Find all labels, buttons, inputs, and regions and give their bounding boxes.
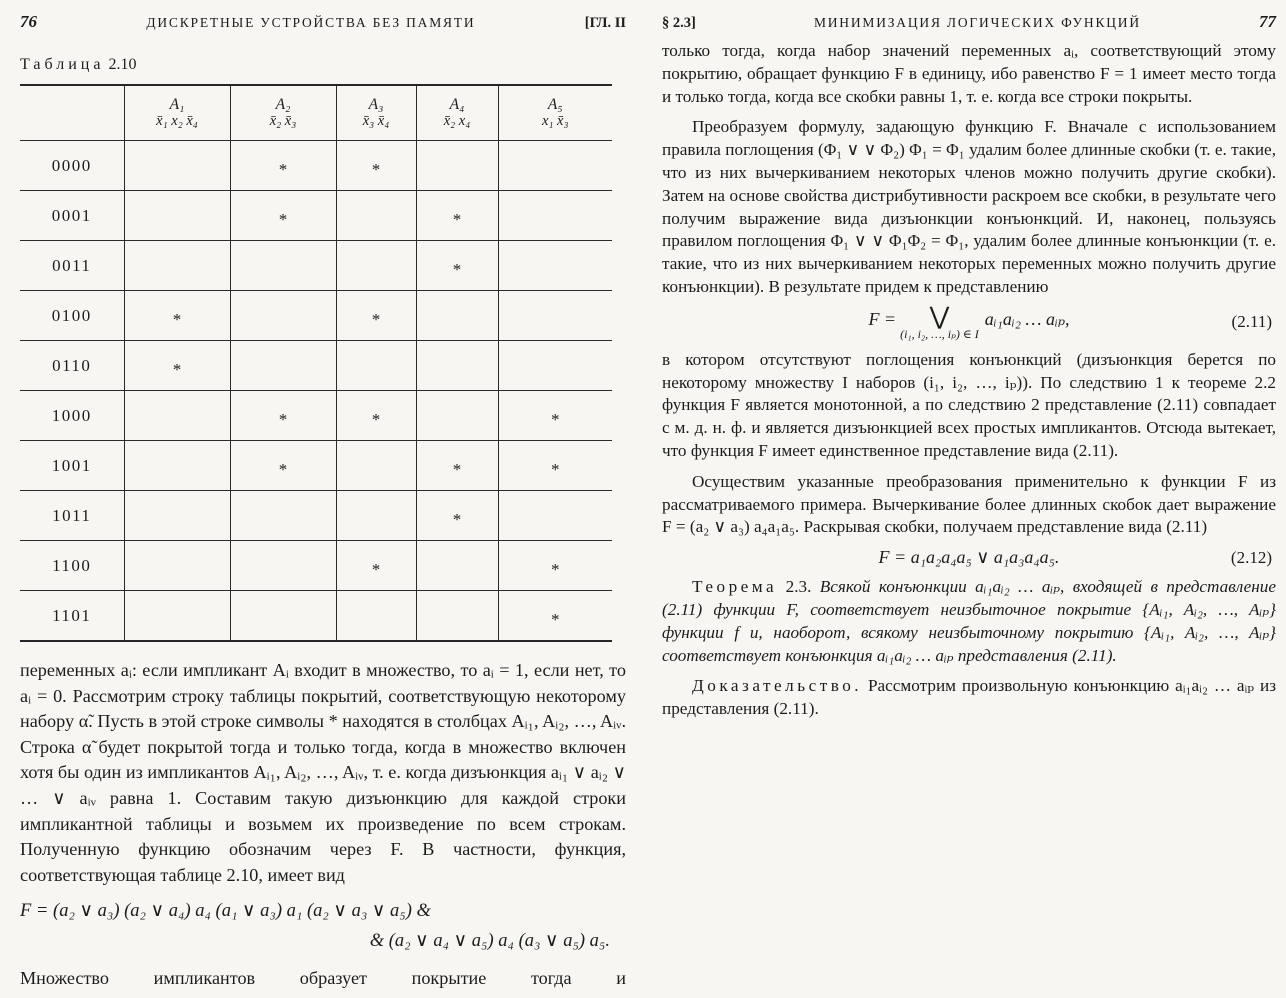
table-row	[20, 141, 612, 191]
cover-mark	[124, 491, 230, 541]
formula-F-product	[20, 900, 626, 952]
cover-mark: *	[124, 291, 230, 341]
right-paragraph-2: Преобразуем формулу, задающую функцию F. Вначале с использованием правила поглощения (Φ₁ ∨ ∨ Φ₂) Φ₁ = Φ₁ удалим более длинные скобки (т. е. такие, что из них вычеркиванием некоторых членов можно получить другие скобки). Затем на основе свойства дистрибутивности раскроем все скобки, в результате чего получим выражение вида дизъюнкции конъюнкций. И, наконец, пользуясь правилом поглощения Φ₁ ∨ ∨ Φ₁Φ₂ = Φ₁, удалим более длинные конъюнкции (т. е. такие, что из них вычеркиванием некоторых переменных можно получить другие конъюнкции). В результате придем к представлению	[662, 117, 1276, 296]
cover-mark	[416, 391, 498, 441]
vee-symbol: ⋁	[929, 303, 950, 330]
formula-line-1: F = (a₂ ∨ a₃) (a₂ ∨ a₄) a₄ (a₁ ∨ a₃) a₁ (a₂ ∨ a₃ ∨ a₅) &	[20, 901, 431, 922]
cover-mark: *	[230, 141, 336, 191]
column-header-a2	[230, 85, 336, 141]
table-row	[20, 391, 612, 441]
cover-mark	[498, 491, 612, 541]
theorem-body: Всякой конъюнкции aᵢ₁aᵢ₂ … aᵢₚ, входящей в представление (2.11) функции F, соответствует неизбыточное покрытие {Aᵢ₁, Aᵢ₂, …, Aᵢₚ} функции f и, наоборот, всякому неизбыточному покрытию {Aᵢ₁, Aᵢ₂, …, Aᵢₚ} соответствует конъюнкция aᵢ₁aᵢ₂ … aᵢₚ представления (2.11).	[662, 577, 1276, 665]
cover-mark	[230, 341, 336, 391]
cover-mark	[230, 291, 336, 341]
cover-mark	[124, 591, 230, 642]
table-row	[20, 541, 612, 591]
implicant-expression: x̄₂ x₄	[443, 113, 471, 129]
formula-body: F = a₁a₂a₄a₅ ∨ a₁a₃a₄a₅.	[878, 547, 1060, 568]
cover-mark	[498, 241, 612, 291]
cover-mark: *	[336, 391, 416, 441]
section-marker: § 2.3]	[662, 15, 696, 31]
implicant-expression: x̄₃ x̄₄	[362, 113, 390, 129]
cover-mark	[336, 441, 416, 491]
implicant-expression: x̄₁ x₂ x̄₄	[156, 113, 198, 129]
implicant-expression: x̄₂ x̄₃	[269, 113, 297, 129]
cover-mark	[124, 541, 230, 591]
right-paragraph-3: в котором отсутствуют поглощения конъюнкций (дизъюнкция берется по некоторому множеству I наборов (i₁, i₂, …, iₚ)). По следствию 1 к теореме 2.2 функция F является монотонной, а по следствию 2 представление (2.11) совпадает с м. д. н. ф. и является дизъюнкцией всех простых импликантов. Отсюда вытекает, что функция F имеет единственное представление вида (2.11).	[662, 349, 1276, 460]
cover-mark	[498, 291, 612, 341]
equation-tag-2-11: (2.11)	[1231, 311, 1272, 331]
implicant-name: A₅	[547, 96, 563, 113]
cover-mark	[124, 441, 230, 491]
cover-mark: *	[416, 241, 498, 291]
table-row	[20, 291, 612, 341]
implicant-cover-table	[20, 84, 612, 642]
proof-label: Доказательство.	[692, 676, 863, 696]
formula-lhs: F =	[868, 308, 897, 329]
table-header-row	[20, 85, 612, 141]
cover-mark	[416, 341, 498, 391]
cover-mark	[230, 241, 336, 291]
cover-mark	[498, 191, 612, 241]
cover-mark: *	[416, 491, 498, 541]
proof-paragraph	[662, 675, 1276, 721]
row-code: 0011	[20, 241, 124, 291]
theorem-number: 2.3.	[785, 577, 812, 597]
column-header-a4	[416, 85, 498, 141]
formula-2-11	[662, 303, 1276, 341]
table-row	[20, 441, 612, 491]
cover-mark: *	[336, 541, 416, 591]
cover-mark	[124, 141, 230, 191]
right-paragraph-4: Осуществим указанные преобразования применительно к функции F из рассматриваемого примера. Вычеркивание более длинных скобок дает выражение F = (a₂ ∨ a₃) a₄a₁a₅. Раскрывая скобки, получаем представление вида (2.11)	[662, 471, 1276, 537]
row-code: 0000	[20, 141, 124, 191]
table-row	[20, 591, 612, 642]
row-code: 1001	[20, 441, 124, 491]
cover-mark: *	[416, 191, 498, 241]
cover-mark: *	[498, 441, 612, 491]
row-code: 1011	[20, 491, 124, 541]
page-number-right: 77	[1258, 12, 1276, 31]
cover-mark: *	[230, 441, 336, 491]
cover-mark: *	[336, 141, 416, 191]
cover-mark	[336, 191, 416, 241]
theorem-label: Теорема	[692, 577, 778, 597]
running-head-left	[20, 12, 626, 32]
table-caption-word: Таблица	[20, 56, 105, 73]
cover-mark	[124, 391, 230, 441]
cover-mark	[336, 241, 416, 291]
corner-cell	[20, 85, 124, 141]
table-row	[20, 191, 612, 241]
table-row	[20, 491, 612, 541]
row-code: 1101	[20, 591, 124, 642]
running-title-left: ДИСКРЕТНЫЕ УСТРОЙСТВА БЕЗ ПАМЯТИ	[146, 15, 476, 30]
table-row	[20, 341, 612, 391]
formula-2-12	[662, 547, 1276, 568]
cover-mark: *	[416, 441, 498, 491]
column-header-a5	[498, 85, 612, 141]
implicant-name: A₂	[275, 96, 291, 113]
cover-mark: *	[498, 391, 612, 441]
book-page-left	[0, 0, 640, 989]
table-caption-number: 2.10	[108, 56, 137, 73]
row-code: 1000	[20, 391, 124, 441]
implicant-name: A₃	[368, 96, 384, 113]
formula-line-2: & (a₂ ∨ a₄ ∨ a₅) a₄ (a₃ ∨ a₅) a₅.	[369, 931, 610, 952]
cover-mark: *	[498, 541, 612, 591]
row-code: 0110	[20, 341, 124, 391]
table-row	[20, 241, 612, 291]
table-caption	[20, 56, 626, 74]
running-title-right: МИНИМИЗАЦИЯ ЛОГИЧЕСКИХ ФУНКЦИЙ	[813, 15, 1141, 30]
cover-mark	[498, 141, 612, 191]
cover-mark	[230, 541, 336, 591]
right-paragraph-1: только тогда, когда набор значений переменных aᵢ, соответствующий этому покрытию, обращает функцию F в единицу, ибо равенство F = 1 имеет место тогда и только тогда, когда все скобки равны 1, т. е. когда все строки покрыты.	[662, 41, 1276, 106]
left-body-paragraph: переменных aᵢ: если импликант Aᵢ входит в множество, то aᵢ = 1, если нет, то aᵢ = 0. Рассмотрим строку таблицы покрытий, соответствующую некоторому набору α̃. Пусть в этой строке символы * находятся в столбцах Aᵢ₁, Aᵢ₂, …, Aᵢᵥ. Строка α̃ будет покрытой тогда и только тогда, когда в множество включен хотя бы один из импликантов Aᵢ₁, Aᵢ₂, …, Aᵢᵥ, т. е. когда дизъюнкция aᵢ₁ ∨ aᵢ₂ ∨ … ∨ aᵢᵥ равна 1. Составим такую дизъюнкцию для каждой строки импликантной таблицы и возьмем их произведение по всем строкам. Полученную функцию обозначим через F. В частности, функция, соответствующая таблице 2.10, имеет вид	[20, 660, 626, 885]
column-header-a3	[336, 85, 416, 141]
implicant-name: A₁	[169, 96, 185, 113]
row-code: 0100	[20, 291, 124, 341]
cover-mark	[416, 291, 498, 341]
row-code: 1100	[20, 541, 124, 591]
theorem-2-3	[662, 576, 1276, 667]
equation-tag-2-12: (2.12)	[1230, 548, 1272, 568]
cover-mark	[230, 591, 336, 642]
cover-mark: *	[336, 291, 416, 341]
cover-mark	[230, 491, 336, 541]
running-head-right	[662, 12, 1276, 32]
cover-mark	[336, 341, 416, 391]
cover-mark	[124, 241, 230, 291]
book-page-right	[656, 0, 1286, 721]
cover-mark: *	[498, 591, 612, 642]
proof-body: Рассмотрим произвольную конъюнкцию aᵢ₁aᵢ₂ … aᵢₚ из представления (2.11).	[662, 676, 1276, 719]
cover-mark	[336, 591, 416, 642]
cover-mark	[124, 191, 230, 241]
left-closing-line: Множество импликантов образует покрытие тогда и	[20, 968, 626, 989]
cover-mark	[416, 541, 498, 591]
column-header-a1	[124, 85, 230, 141]
cover-mark	[416, 591, 498, 642]
implicant-expression: x₁ x̄₃	[541, 113, 569, 129]
implicant-name: A₄	[449, 96, 465, 113]
cover-mark	[498, 341, 612, 391]
vee-index-condition: (i₁, i₂, …, iₚ) ∈ I	[900, 326, 979, 341]
row-code: 0001	[20, 191, 124, 241]
page-number-left: 76	[20, 12, 37, 31]
cover-mark: *	[124, 341, 230, 391]
cover-mark	[336, 491, 416, 541]
chapter-marker: [ГЛ. II	[584, 15, 626, 31]
formula-body: aᵢ₁aᵢ₂ … aᵢₚ,	[984, 308, 1070, 329]
cover-mark: *	[230, 191, 336, 241]
cover-mark: *	[230, 391, 336, 441]
cover-mark	[416, 141, 498, 191]
big-disjunction-operator	[900, 303, 979, 341]
